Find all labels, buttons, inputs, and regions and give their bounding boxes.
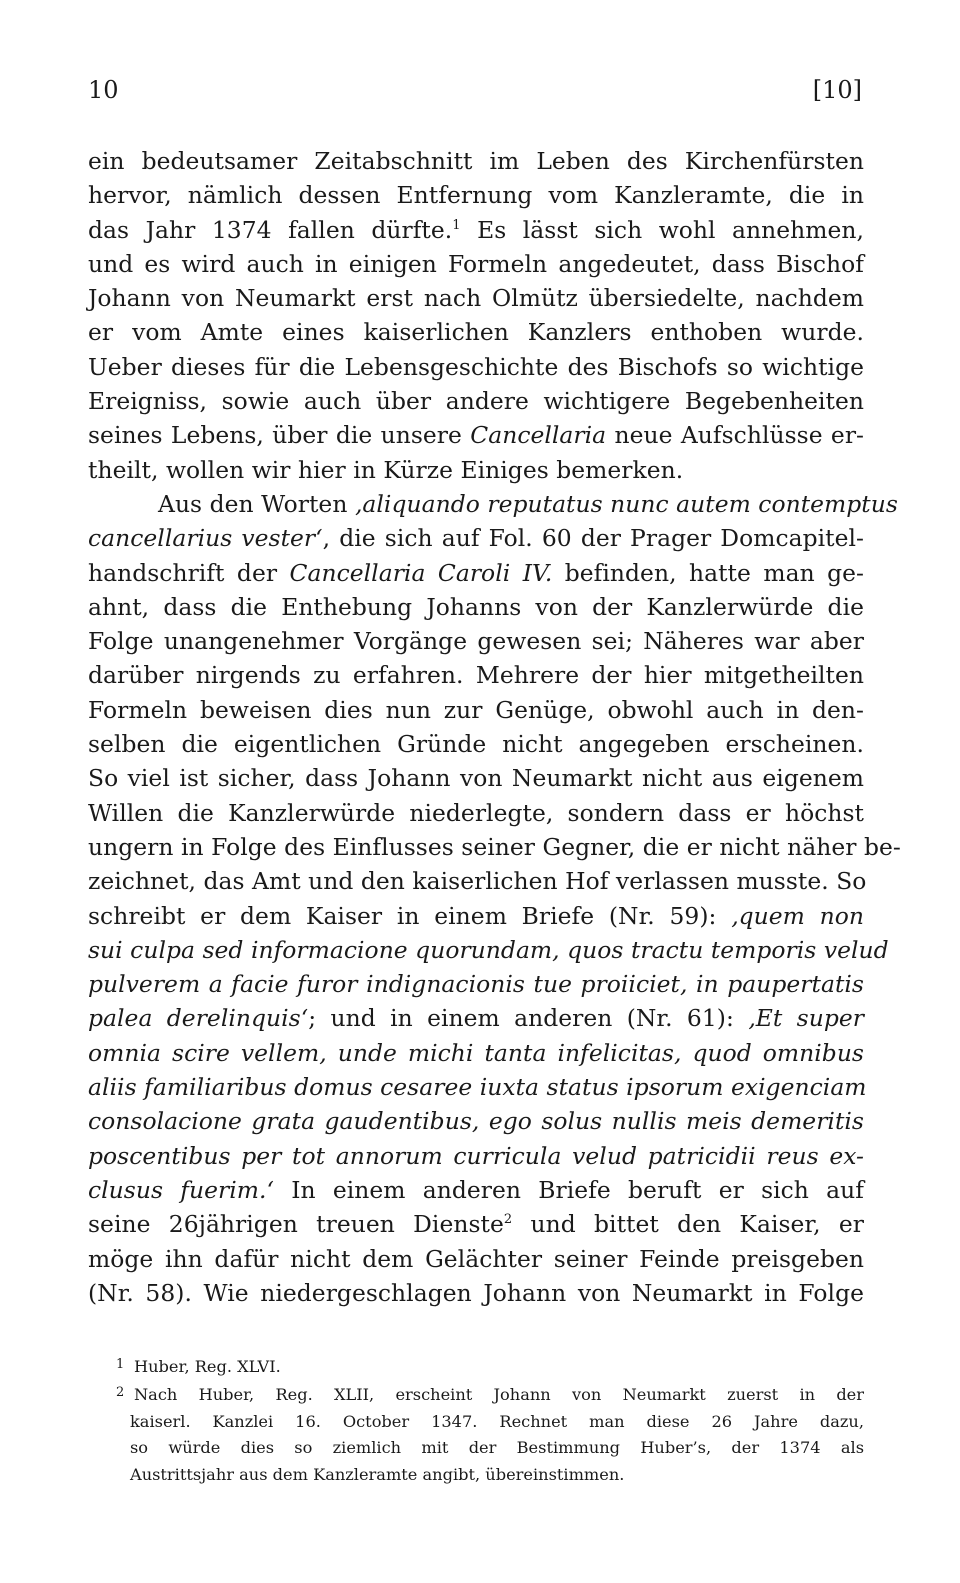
footnote-line [88, 1462, 864, 1488]
text-run: darüber nirgends zu erfahren. Mehrere der hier mitgetheilten [88, 661, 864, 690]
text-run: ahnt, dass die Enthebung Johanns von der Kanzlerwürde die [88, 592, 864, 621]
text-run: Aus den Worten [158, 489, 355, 518]
text-run: (Nr. 58). Wie niedergeschlagen Johann von Neumarkt in Folge [88, 1278, 864, 1307]
text-run: und bittet den Kaiser, er [512, 1210, 864, 1239]
footnote-text: kaiserl. Kanzlei 16. October 1347. Rechnet man diese 26 Jahre dazu, [130, 1411, 864, 1431]
body-text [88, 144, 901, 1310]
text-line [88, 1036, 864, 1070]
text-run: seine 26jährigen treuen Dienste [88, 1210, 504, 1239]
text-line [88, 761, 864, 795]
footnote-text: Huber, Reg. XLVI. [134, 1357, 281, 1376]
text-line [88, 1207, 864, 1241]
text-run: ein bedeutsamer Zeitabschnitt im Leben des Kirchenfürsten [88, 147, 864, 175]
text-line [88, 384, 864, 418]
footnote-text: Nach Huber, Reg. XLII, erscheint Johann von Neumarkt zuerst in der [134, 1385, 864, 1405]
footnote-ref: 1 [452, 217, 461, 233]
text-line [88, 693, 864, 727]
text-run: neue Aufschlüsse er- [606, 421, 865, 450]
text-run: selben die eigentlichen Gründe nicht angegeben erscheinen. [88, 730, 864, 759]
italic-text: clusus fuerim.‘ [88, 1175, 274, 1204]
text-run: Folge unangenehmer Vorgänge gewesen sei; Näheres war aber [88, 627, 864, 656]
document-page [88, 76, 901, 1310]
text-run: Johann von Neumarkt erst nach Olmütz übersiedelte, nachdem [88, 284, 864, 313]
text-line [88, 727, 864, 761]
text-line [88, 521, 864, 555]
text-line [88, 178, 864, 212]
italic-text: poscentibus per tot annorum curricula velud patricidii reus ex- [88, 1141, 864, 1170]
footnote-line [88, 1435, 864, 1461]
text-line [88, 1104, 864, 1138]
italic-text: cancellarius vester‘ [88, 524, 323, 553]
footnote-line [88, 1352, 864, 1380]
text-run: Ueber dieses für die Lebensgeschichte des Bischofs so wichtige [88, 352, 864, 381]
italic-text: aliis familiaribus domus cesaree iuxta status ipsorum exigenciam [88, 1073, 867, 1102]
text-run: zeichnet, das Amt und den kaiserlichen Hof verlassen musste. So [88, 867, 867, 896]
footnote-text: Austrittsjahr aus dem Kanzleramte angibt, übereinstimmen. [130, 1464, 625, 1484]
italic-text: omnia scire vellem, unde michi tanta infelicitas, quod omnibus [88, 1038, 864, 1067]
text-line [88, 1070, 867, 1104]
text-run: möge ihn dafür nicht dem Gelächter seiner Feinde preisgeben [88, 1244, 864, 1273]
italic-text: palea derelinquis‘ [88, 1004, 309, 1033]
text-line [88, 418, 864, 452]
italic-text: consolacione grata gaudentibus, ego solus nullis meis demeritis [88, 1107, 864, 1136]
text-line [88, 864, 867, 898]
text-line [88, 624, 864, 658]
text-line [88, 796, 864, 830]
text-line [88, 1139, 864, 1173]
italic-text: sui culpa sed informacione quorundam, quos tractu temporis velud [88, 935, 889, 964]
text-run: In einem anderen Briefe beruft er sich auf [273, 1175, 864, 1204]
text-line [88, 350, 864, 384]
page-number-bracketed: [10] [812, 76, 862, 104]
text-run: theilt, wollen wir hier in Kürze Einiges bemerken. [88, 455, 684, 484]
text-line [88, 933, 889, 967]
text-line [88, 590, 864, 624]
italic-text: pulverem a facie furor indignacionis tue proiiciet, in paupertatis [88, 970, 864, 999]
page-number: 10 [88, 76, 119, 104]
footnote-mark: 1 [116, 1357, 125, 1372]
text-run: hervor, nämlich dessen Entfernung vom Kanzleramte, die in [88, 181, 864, 210]
text-line [88, 967, 864, 1001]
text-line [88, 453, 864, 487]
text-line [88, 1001, 864, 1035]
footnote-ref: 2 [503, 1212, 513, 1228]
italic-text: ‚Et super [748, 1004, 864, 1033]
text-line [88, 1276, 864, 1310]
text-line [88, 247, 864, 281]
text-line [88, 556, 864, 590]
text-line [88, 213, 864, 247]
page-header [88, 76, 864, 116]
text-run: befinden, hatte man ge- [552, 558, 864, 587]
text-run: ungern in Folge des Einflusses seiner Gegner, die er nicht näher be- [88, 832, 901, 861]
footnote-line [88, 1409, 864, 1435]
text-line [88, 1173, 864, 1207]
footnote-line [88, 1380, 864, 1408]
text-line [88, 144, 864, 178]
text-run: seines Lebens, über die unsere [88, 421, 471, 450]
italic-text: ‚aliquando reputatus nunc autem contemptus [354, 489, 898, 518]
text-run: So viel ist sicher, dass Johann von Neumarkt nicht aus eigenem [88, 764, 864, 793]
text-run: Es lässt sich wohl annehmen, [460, 215, 864, 244]
italic-text: Cancellaria [470, 421, 607, 450]
italic-text: ‚quem non [731, 901, 864, 930]
text-run: Willen die Kanzlerwürde niederlegte, sondern dass er höchst [88, 798, 864, 827]
text-run: , die sich auf Fol. 60 der Prager Domcapitel- [322, 524, 864, 553]
text-run: er vom Amte eines kaiserlichen Kanzlers enthoben wurde. [88, 318, 864, 347]
text-run: ; und in einem anderen (Nr. 61): [308, 1004, 749, 1033]
text-run: Formeln beweisen dies nun zur Genüge, obwohl auch in den- [88, 695, 864, 724]
text-run: Ereigniss, sowie auch über andere wichtigere Begebenheiten [88, 387, 864, 416]
footnote-mark: 2 [116, 1385, 125, 1401]
text-line [88, 315, 864, 349]
text-run: handschrift der [88, 558, 290, 587]
text-line [88, 830, 901, 864]
footnotes [88, 1352, 864, 1488]
italic-text: Cancellaria Caroli IV. [289, 558, 553, 587]
text-run: schreibt er dem Kaiser in einem Briefe (Nr. 59): [88, 901, 732, 930]
text-run: und es wird auch in einigen Formeln angedeutet, dass Bischof [88, 249, 864, 278]
text-line [88, 658, 864, 692]
text-line [88, 1242, 864, 1276]
footnote-text: so würde dies so ziemlich mit der Bestimmung Huber’s, der 1374 als [130, 1438, 864, 1458]
text-run: das Jahr 1374 fallen dürfte. [88, 215, 453, 244]
text-line [88, 899, 864, 933]
text-line [88, 281, 864, 315]
text-line [88, 487, 898, 521]
